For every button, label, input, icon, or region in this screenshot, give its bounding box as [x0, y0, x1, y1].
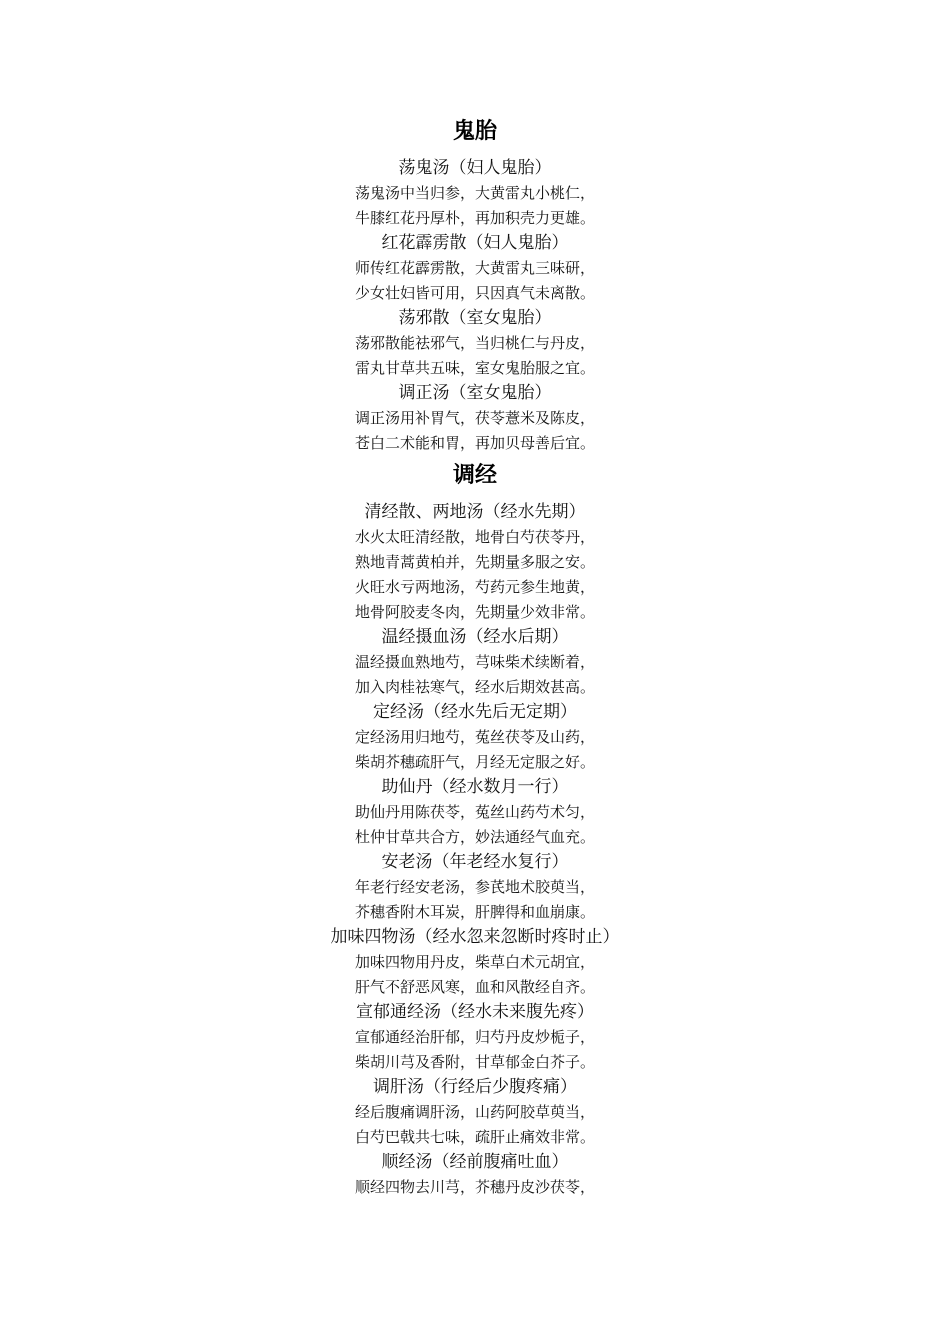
recipe-title: 温经摄血汤（经水后期） — [381, 627, 569, 647]
recipe-title: 清经散、两地汤（经水先期） — [364, 502, 586, 522]
verse-line: 荡邪散能祛邪气，当归桃仁与丹皮， — [354, 334, 595, 352]
verse-line: 水火太旺清经散，地骨白芍茯苓丹， — [354, 528, 595, 546]
recipe-title: 荡鬼汤（妇人鬼胎） — [398, 158, 552, 178]
verse-line: 火旺水亏两地汤，芍药元参生地黄， — [354, 578, 595, 596]
section-title: 鬼胎 — [452, 119, 497, 144]
recipe-title: 加味四物汤（经水忽来忽断时疼时止） — [330, 927, 620, 947]
recipe-title: 宣郁通经汤（经水未来腹先疼） — [356, 1002, 594, 1022]
verse-line: 顺经四物去川芎，芥穗丹皮沙茯苓， — [354, 1178, 595, 1196]
verse-line: 定经汤用归地芍，菟丝茯苓及山药， — [354, 728, 595, 746]
verse-line: 柴胡芥穗疏肝气，月经无定服之好。 — [354, 753, 595, 771]
section-title: 调经 — [452, 463, 497, 488]
verse-line: 助仙丹用陈茯苓，菟丝山药芍术匀， — [354, 803, 595, 821]
verse-line: 熟地青蒿黄柏并，先期量多服之安。 — [354, 553, 595, 571]
verse-line: 加味四物用丹皮，柴草白术元胡宜， — [354, 953, 595, 971]
verse-line: 师传红花霹雳散，大黄雷丸三味研， — [354, 259, 595, 277]
verse-line: 宣郁通经治肝郁，归芍丹皮炒栀子， — [354, 1028, 595, 1046]
verse-line: 地骨阿胶麦冬肉，先期量少效非常。 — [354, 603, 595, 621]
verse-line: 苍白二术能和胃，再加贝母善后宜。 — [354, 434, 595, 452]
recipe-title: 调正汤（室女鬼胎） — [398, 383, 552, 403]
recipe-title: 助仙丹（经水数月一行） — [381, 777, 569, 797]
recipe-title: 荡邪散（室女鬼胎） — [398, 308, 552, 328]
recipe-title: 定经汤（经水先后无定期） — [373, 702, 577, 722]
verse-line: 雷丸甘草共五味，室女鬼胎服之宜。 — [354, 359, 595, 377]
section-guitai — [0, 118, 950, 456]
section-tiaojing — [0, 462, 950, 1200]
verse-line: 柴胡川芎及香附，甘草郁金白芥子。 — [354, 1053, 595, 1071]
verse-line: 年老行经安老汤，参芪地术胶萸当， — [354, 878, 595, 896]
verse-line: 白芍巴戟共七味，疏肝止痛效非常。 — [354, 1128, 595, 1146]
verse-line: 经后腹痛调肝汤，山药阿胶草萸当， — [354, 1103, 595, 1121]
verse-line: 杜仲甘草共合方，妙法通经气血充。 — [354, 828, 595, 846]
verse-line: 芥穗香附木耳炭，肝脾得和血崩康。 — [354, 903, 595, 921]
verse-line: 调正汤用补胃气，茯苓薏米及陈皮， — [354, 409, 595, 427]
verse-line: 荡鬼汤中当归参，大黄雷丸小桃仁， — [354, 184, 595, 202]
recipe-title: 调肝汤（行经后少腹疼痛） — [373, 1077, 577, 1097]
document-page — [0, 112, 950, 1200]
verse-line: 加入肉桂祛寒气，经水后期效甚高。 — [354, 678, 595, 696]
verse-line: 少女壮妇皆可用，只因真气未离散。 — [354, 284, 595, 302]
verse-line: 牛膝红花丹厚朴，再加积壳力更雄。 — [354, 209, 595, 227]
recipe-title: 红花霹雳散（妇人鬼胎） — [381, 233, 569, 253]
recipe-title: 安老汤（年老经水复行） — [381, 852, 569, 872]
verse-line: 温经摄血熟地芍，芎味柴术续断着， — [354, 653, 595, 671]
recipe-title: 顺经汤（经前腹痛吐血） — [381, 1152, 569, 1172]
verse-line: 肝气不舒恶风寒，血和风散经自齐。 — [354, 978, 595, 996]
